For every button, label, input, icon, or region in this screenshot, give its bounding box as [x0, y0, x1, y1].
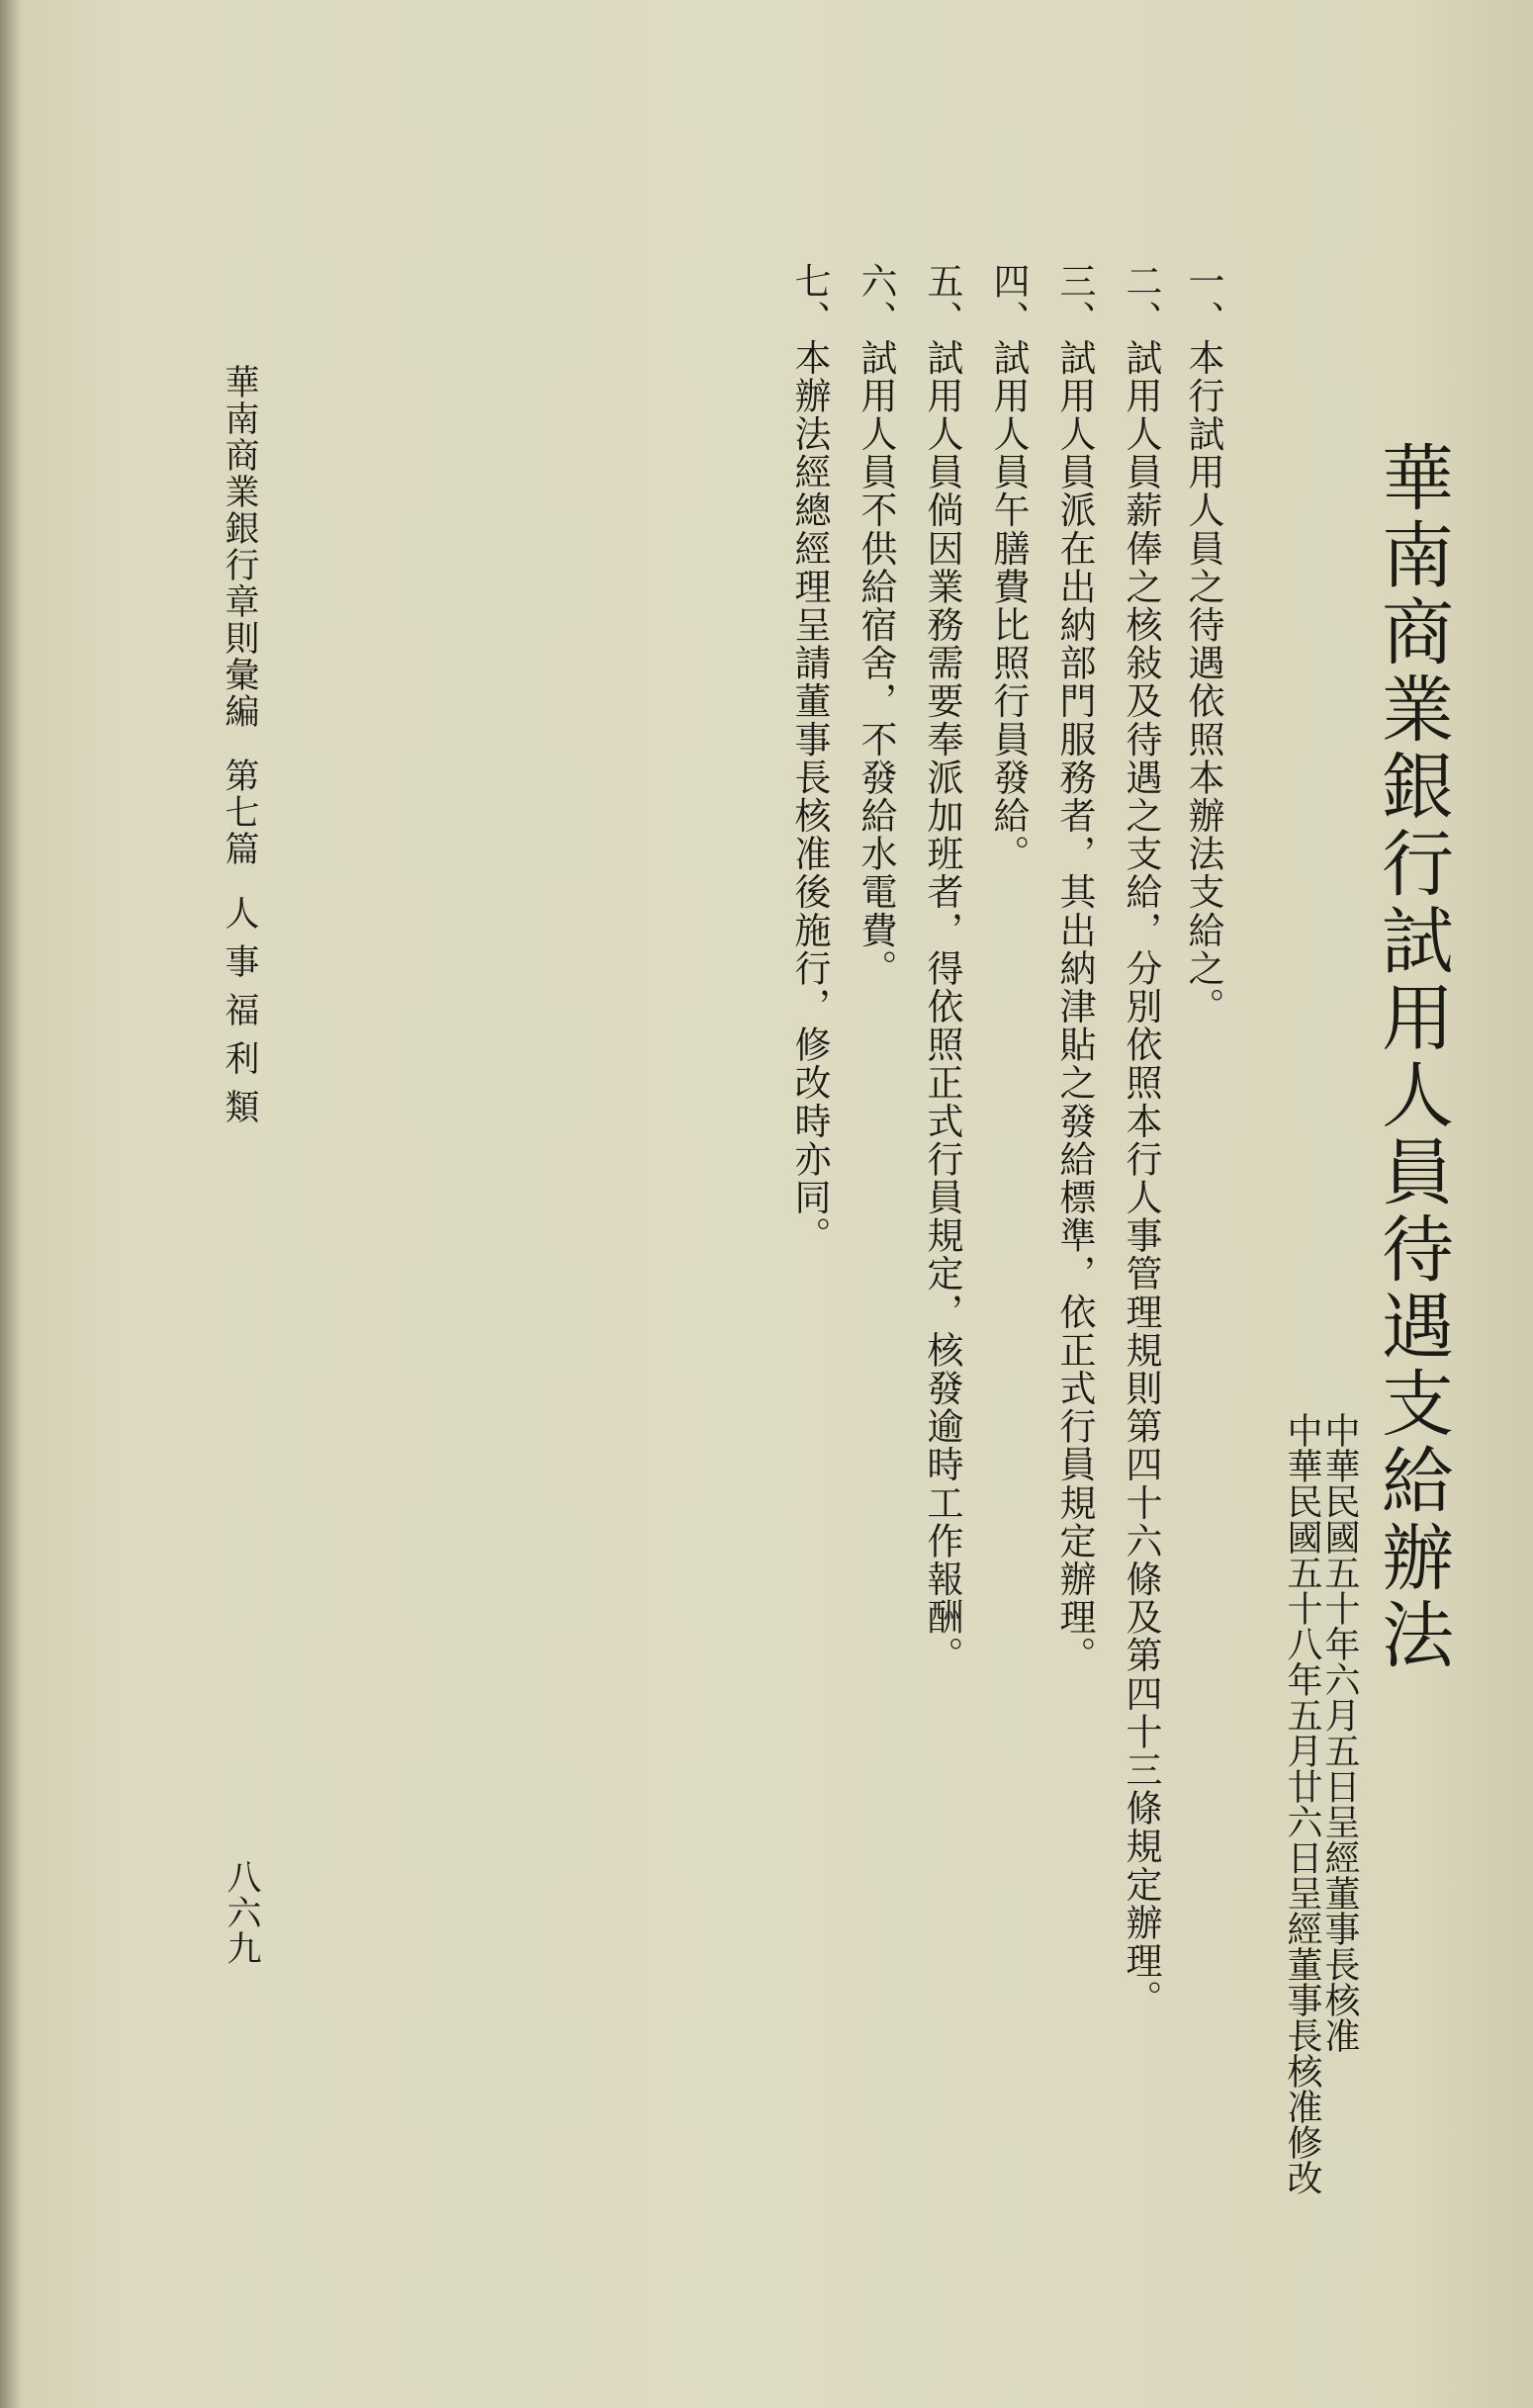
article-7: 七、本辦法經總經理呈請董事長核准後施行，修改時亦同。 [788, 262, 831, 1255]
book-title: 華南商業銀行章則彙編 [220, 364, 259, 730]
page-number: 八六九 [222, 1859, 261, 1966]
book-spine-shadow [0, 0, 22, 2408]
article-5: 五、試用人員倘因業務需要奉派加班者，得依照正式行員規定，核發逾時工作報酬。 [921, 262, 963, 1675]
approval-date: 中華民國五十年六月五日呈經董事長核准 [1319, 1412, 1360, 2053]
revision-date: 中華民國五十八年五月廿六日呈經董事長核准修改 [1282, 1412, 1322, 2195]
running-footer [220, 364, 259, 1137]
article-4: 四、試用人員午膳費比照行員發給。 [987, 262, 1030, 873]
article-1: 一、本行試用人員之待遇依照本辦法支給之。 [1182, 262, 1224, 1026]
article-6: 六、試用人員不供給宿舍，不發給水電費。 [855, 262, 897, 988]
section-label: 第七篇 [220, 758, 259, 867]
category-label: 人事福利類 [220, 895, 259, 1137]
article-3: 三、試用人員派在出納部門服務者，其出納津貼之發給標準，依正式行員規定辦理。 [1053, 262, 1096, 1675]
article-2: 二、試用人員薪俸之核敍及待遇之支給，分別依照本行人事管理規則第四十六條及第四十三條規定辦理。 [1120, 262, 1162, 2018]
document-title: 華南商業銀行試用人員待遇支給辦法 [1369, 440, 1453, 1674]
